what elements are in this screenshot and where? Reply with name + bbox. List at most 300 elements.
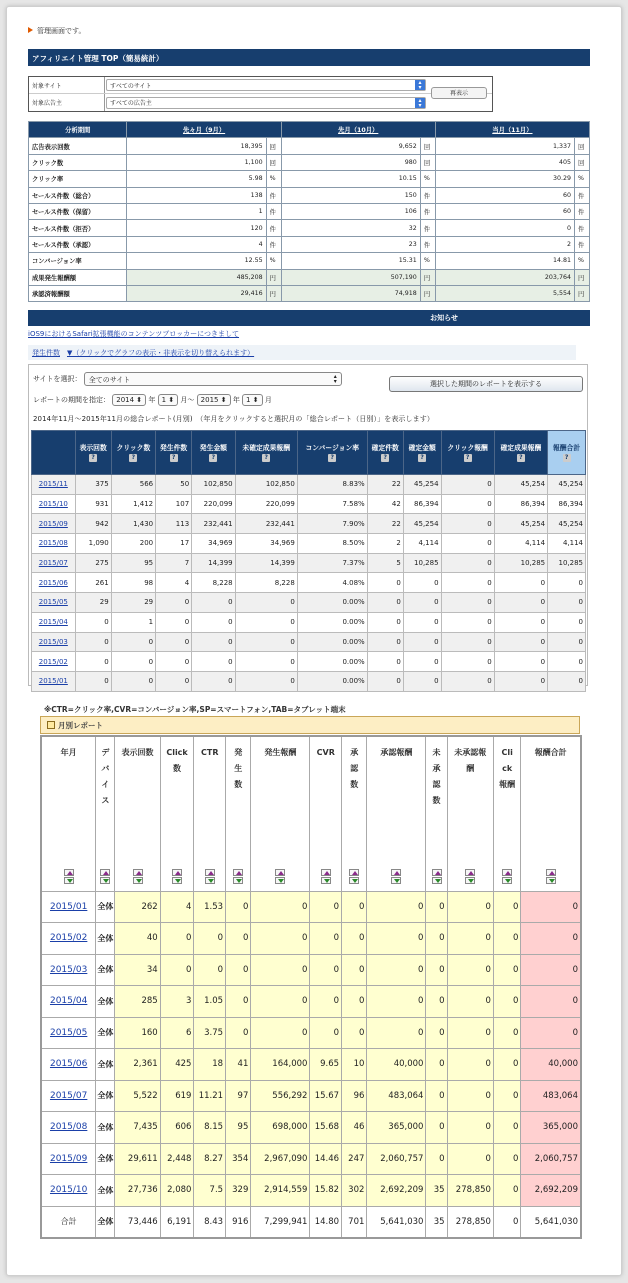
monthly-row xyxy=(41,923,581,955)
monthly-cell: 0 xyxy=(426,1049,447,1081)
monthly-cell: 0 xyxy=(521,954,581,986)
summary-unit: 円 xyxy=(574,269,589,285)
sort-up-icon[interactable] xyxy=(100,869,110,876)
summary-unit: 円 xyxy=(574,285,589,301)
month-link[interactable]: 2015/03 xyxy=(49,964,88,975)
report-header-label: 発生金額 xyxy=(199,443,227,452)
sort-up-icon[interactable] xyxy=(321,869,331,876)
start-month-select[interactable]: 1 ⬍ xyxy=(158,394,179,406)
report-row xyxy=(32,475,586,495)
monthly-cell: 全体 xyxy=(96,1175,115,1207)
monthly-cell: 6 xyxy=(160,1017,194,1049)
sort-up-icon[interactable] xyxy=(349,869,359,876)
report-header-label: 表示回数 xyxy=(79,443,107,452)
monthly-cell: 365,000 xyxy=(521,1112,581,1144)
summary-unit: 件 xyxy=(420,203,435,219)
monthly-cell: 7.5 xyxy=(194,1175,226,1207)
sort-down-icon[interactable] xyxy=(465,877,475,884)
monthly-cell xyxy=(41,1049,96,1081)
summary-header-cell xyxy=(435,122,589,138)
monthly-cell xyxy=(41,1143,96,1175)
monthly-cell: 0 xyxy=(521,986,581,1018)
summary-header-cell: 分析期間 xyxy=(29,122,127,138)
sort-arrows[interactable] xyxy=(204,868,216,885)
summary-value: 405 xyxy=(435,154,574,170)
monthly-header-cell xyxy=(194,736,226,891)
monthly-cell: 7,435 xyxy=(115,1112,160,1144)
month-link[interactable]: 2015/06 xyxy=(38,578,68,587)
site-select-value: すべてのサイト xyxy=(110,82,152,90)
report-cell: 0 xyxy=(494,652,547,672)
sort-arrows[interactable] xyxy=(99,868,111,885)
monthly-cell: 2,914,559 xyxy=(251,1175,310,1207)
end-year-select[interactable]: 2015 ⬍ xyxy=(197,394,231,406)
sort-down-icon[interactable] xyxy=(64,877,74,884)
report-cell xyxy=(32,514,76,534)
sort-down-icon[interactable] xyxy=(233,877,243,884)
monthly-cell: 0 xyxy=(493,954,520,986)
monthly-cell: 0 xyxy=(342,986,367,1018)
monthly-cell xyxy=(41,1017,96,1049)
report-cell: 10,285 xyxy=(548,553,586,573)
report-header-cell xyxy=(75,431,111,475)
report-cell: 0 xyxy=(192,671,235,691)
graph-toggle[interactable] xyxy=(28,345,576,360)
adv-filter-row xyxy=(29,94,492,111)
report-cell: 7 xyxy=(156,553,192,573)
monthly-cell: 0 xyxy=(426,986,447,1018)
summary-value: 4 xyxy=(127,236,266,252)
report-cell: 0 xyxy=(111,632,155,652)
report-header-label: 確定成果報酬 xyxy=(500,443,542,452)
month-link[interactable]: 2015/02 xyxy=(38,657,68,666)
monthly-cell: 0 xyxy=(493,1017,520,1049)
sort-up-icon[interactable] xyxy=(465,869,475,876)
end-year-value: 2015 xyxy=(200,396,219,404)
adv-filter-label: 対象広告主 xyxy=(29,94,105,111)
start-year-value: 2014 xyxy=(116,396,135,404)
month-link[interactable]: 2015/06 xyxy=(49,1059,88,1070)
summary-unit: 回 xyxy=(574,154,589,170)
monthly-cell: 0 xyxy=(426,1143,447,1175)
sort-up-icon[interactable] xyxy=(64,869,74,876)
summary-value: 10.15 xyxy=(281,171,420,187)
monthly-row xyxy=(41,986,581,1018)
month-link[interactable]: 2015/09 xyxy=(38,519,68,528)
sort-up-icon[interactable] xyxy=(275,869,285,876)
monthly-report-table xyxy=(40,735,582,1239)
sort-arrows[interactable] xyxy=(348,868,360,885)
monthly-cell: 0 xyxy=(447,1143,493,1175)
summary-value: 1 xyxy=(127,203,266,219)
monthly-cell: 95 xyxy=(226,1112,251,1144)
monthly-cell: 0 xyxy=(493,891,520,923)
summary-row-label: 承認済報酬額 xyxy=(29,285,127,301)
summary-value: 203,764 xyxy=(435,269,574,285)
sort-arrows[interactable] xyxy=(431,868,443,885)
sort-down-icon[interactable] xyxy=(205,877,215,884)
monthly-cell: 40,000 xyxy=(521,1049,581,1081)
report-cell: 45,254 xyxy=(548,475,586,495)
monthly-header-label: 承認報酬 xyxy=(380,748,413,757)
sort-arrows[interactable] xyxy=(464,868,476,885)
monthly-header-label: CTR xyxy=(200,748,219,757)
summary-unit: 件 xyxy=(574,220,589,236)
period-link[interactable]: 当月（11月） xyxy=(492,127,533,135)
help-icon[interactable]: ? xyxy=(262,454,270,462)
report-cell: 29 xyxy=(111,593,155,613)
report-header-label: クリック報酬 xyxy=(447,443,488,452)
help-icon[interactable]: ? xyxy=(517,454,525,462)
summary-row-label: コンバージョン率 xyxy=(29,253,127,269)
sort-down-icon[interactable] xyxy=(349,877,359,884)
month-link[interactable]: 2015/11 xyxy=(38,480,68,489)
report-cell xyxy=(32,553,76,573)
sort-down-icon[interactable] xyxy=(432,877,442,884)
report-cell: 0 xyxy=(156,671,192,691)
summary-value: 150 xyxy=(281,187,420,203)
summary-unit: 回 xyxy=(574,138,589,154)
summary-row-label: セールス件数（総合） xyxy=(29,187,127,203)
summary-row-label: クリック率 xyxy=(29,171,127,187)
report-cell: 0.00% xyxy=(297,652,367,672)
summary-row xyxy=(29,138,590,154)
month-link[interactable]: 2015/08 xyxy=(38,539,68,548)
report-cell xyxy=(32,652,76,672)
month-link[interactable]: 2015/05 xyxy=(49,1027,88,1038)
report-row xyxy=(32,514,586,534)
collapse-icon[interactable] xyxy=(47,721,55,729)
report-cell xyxy=(32,494,76,514)
month-link[interactable]: 2015/01 xyxy=(49,901,88,912)
monthly-header-cell xyxy=(426,736,447,891)
sort-arrows[interactable] xyxy=(274,868,286,885)
monthly-cell: 0 xyxy=(493,1049,520,1081)
summary-unit: 円 xyxy=(420,285,435,301)
report-cell: 0 xyxy=(111,671,155,691)
month-link[interactable]: 2015/04 xyxy=(38,618,68,627)
report-row xyxy=(32,573,586,593)
sort-arrows[interactable] xyxy=(132,868,144,885)
report-cell: 0 xyxy=(441,652,494,672)
report-row xyxy=(32,553,586,573)
year-label: 年 xyxy=(232,396,240,404)
summary-unit: 件 xyxy=(574,203,589,219)
sort-up-icon[interactable] xyxy=(172,869,182,876)
notice xyxy=(28,26,85,36)
summary-unit: 回 xyxy=(266,138,281,154)
sort-down-icon[interactable] xyxy=(391,877,401,884)
summary-unit: 件 xyxy=(266,236,281,252)
sort-arrows[interactable] xyxy=(390,868,402,885)
monthly-total-cell: 701 xyxy=(342,1206,367,1238)
arrow-icon xyxy=(28,27,33,33)
report-header-cell xyxy=(32,431,76,475)
monthly-cell: 35 xyxy=(426,1175,447,1207)
period-link[interactable]: 先月（10月） xyxy=(338,127,379,135)
end-month-select[interactable]: 1 ⬍ xyxy=(242,394,263,406)
month-link[interactable]: 2015/05 xyxy=(38,598,68,607)
monthly-header-cell xyxy=(226,736,251,891)
report-cell: 4.08% xyxy=(297,573,367,593)
report-cell: 0 xyxy=(235,652,297,672)
help-icon[interactable]: ? xyxy=(170,454,178,462)
start-year-select[interactable]: 2014 ⬍ xyxy=(112,394,146,406)
help-icon[interactable]: ? xyxy=(464,454,472,462)
advertiser-select[interactable] xyxy=(106,97,426,109)
monthly-cell xyxy=(41,1080,96,1112)
summary-header-row xyxy=(29,122,590,138)
report-cell: 34,969 xyxy=(192,534,235,554)
monthly-cell: 4 xyxy=(160,891,194,923)
monthly-cell: 0 xyxy=(447,1017,493,1049)
monthly-cell: 0 xyxy=(194,923,226,955)
monthly-cell: 0 xyxy=(226,891,251,923)
monthly-header-cell xyxy=(447,736,493,891)
monthly-header-label: Click報酬 xyxy=(499,748,516,789)
sort-down-icon[interactable] xyxy=(546,877,556,884)
sort-down-icon[interactable] xyxy=(172,877,182,884)
summary-value: 60 xyxy=(435,203,574,219)
summary-value: 23 xyxy=(281,236,420,252)
report-cell: 0 xyxy=(367,573,403,593)
monthly-cell: 0 xyxy=(226,1017,251,1049)
monthly-cell: 2,080 xyxy=(160,1175,194,1207)
report-cell: 0 xyxy=(548,632,586,652)
report-cell: 45,254 xyxy=(403,514,441,534)
sort-down-icon[interactable] xyxy=(275,877,285,884)
report-cell xyxy=(32,573,76,593)
summary-value: 12.55 xyxy=(127,253,266,269)
monthly-total-cell: 35 xyxy=(426,1206,447,1238)
sort-arrows[interactable] xyxy=(171,868,183,885)
summary-row-label: 成果発生報酬額 xyxy=(29,269,127,285)
report-cell: 4,114 xyxy=(548,534,586,554)
report-cell: 0 xyxy=(367,593,403,613)
sort-up-icon[interactable] xyxy=(205,869,215,876)
month-link[interactable]: 2015/10 xyxy=(49,1185,88,1196)
report-cell: 0 xyxy=(156,632,192,652)
month-link[interactable]: 2015/04 xyxy=(49,996,88,1007)
monthly-cell: 0 xyxy=(493,1175,520,1207)
monthly-header-cell xyxy=(41,736,96,891)
sort-down-icon[interactable] xyxy=(133,877,143,884)
report-cell: 86,394 xyxy=(548,494,586,514)
summary-value: 1,100 xyxy=(127,154,266,170)
monthly-cell: 0 xyxy=(447,1080,493,1112)
monthly-cell: 0 xyxy=(521,1017,581,1049)
report-cell: 0 xyxy=(156,612,192,632)
month-link[interactable]: 2015/07 xyxy=(49,1090,88,1101)
report-cell: 14,399 xyxy=(235,553,297,573)
sort-up-icon[interactable] xyxy=(133,869,143,876)
report-cell: 7.58% xyxy=(297,494,367,514)
summary-unit: 回 xyxy=(420,138,435,154)
month-link[interactable]: 2015/08 xyxy=(49,1122,88,1133)
monthly-cell: 0 xyxy=(426,1080,447,1112)
site-select[interactable] xyxy=(106,79,426,91)
refresh-button[interactable]: 再表示 xyxy=(431,87,487,99)
summary-value: 18,395 xyxy=(127,138,266,154)
sort-down-icon[interactable] xyxy=(100,877,110,884)
report-cell: 0 xyxy=(367,632,403,652)
report-cell: 220,099 xyxy=(192,494,235,514)
help-icon[interactable]: ? xyxy=(129,454,137,462)
monthly-cell: 40 xyxy=(115,923,160,955)
summary-unit: % xyxy=(574,171,589,187)
monthly-total-row xyxy=(41,1206,581,1238)
summary-header-cell xyxy=(281,122,435,138)
report-header-label: 発生件数 xyxy=(160,443,188,452)
monthly-cell: 27,736 xyxy=(115,1175,160,1207)
summary-value: 485,208 xyxy=(127,269,266,285)
report-cell: 8,228 xyxy=(192,573,235,593)
summary-unit: 円 xyxy=(420,269,435,285)
sort-up-icon[interactable] xyxy=(432,869,442,876)
report-description: 2014年11月〜2015年11月の総合レポート(月別) （年月をクリックすると選択月の「総合レポート（日別）」を表示します） xyxy=(33,415,434,423)
monthly-cell: 0 xyxy=(160,954,194,986)
report-header-cell xyxy=(111,431,155,475)
report-cell: 0 xyxy=(441,671,494,691)
report-cell: 375 xyxy=(75,475,111,495)
monthly-row xyxy=(41,1143,581,1175)
report-row xyxy=(32,632,586,652)
monthly-cell: 0 xyxy=(447,891,493,923)
summary-unit: % xyxy=(266,253,281,269)
monthly-cell: 40,000 xyxy=(367,1049,426,1081)
monthly-total-cell: 7,299,941 xyxy=(251,1206,310,1238)
filter-box xyxy=(28,76,493,112)
monthly-total-cell: 6,191 xyxy=(160,1206,194,1238)
report-header-cell xyxy=(494,431,547,475)
sort-up-icon[interactable] xyxy=(502,869,512,876)
report-cell: 42 xyxy=(367,494,403,514)
help-icon[interactable]: ? xyxy=(563,454,571,462)
monthly-cell: 0 xyxy=(426,1112,447,1144)
monthly-header-cell xyxy=(96,736,115,891)
monthly-cell: 0 xyxy=(251,891,310,923)
sort-arrows[interactable] xyxy=(501,868,513,885)
sort-arrows[interactable] xyxy=(232,868,244,885)
report-cell: 942 xyxy=(75,514,111,534)
help-icon[interactable]: ? xyxy=(381,454,389,462)
summary-value: 15.31 xyxy=(281,253,420,269)
monthly-cell: 97 xyxy=(226,1080,251,1112)
report-row xyxy=(32,534,586,554)
report-cell xyxy=(32,632,76,652)
report-cell: 0 xyxy=(403,652,441,672)
monthly-cell: 0 xyxy=(493,923,520,955)
graph-toggle-label[interactable]: 発生件数 xyxy=(32,349,60,357)
report-cell: 22 xyxy=(367,514,403,534)
select-arrows-icon: ▴ ▾ xyxy=(415,80,425,90)
report-header-cell xyxy=(297,431,367,475)
month-link[interactable]: 2015/01 xyxy=(38,677,68,686)
monthly-cell: 354 xyxy=(226,1143,251,1175)
help-icon[interactable]: ? xyxy=(89,454,97,462)
report-header-cell xyxy=(403,431,441,475)
report-site-select[interactable] xyxy=(84,372,342,386)
monthly-cell: 0 xyxy=(367,923,426,955)
monthly-cell: 全体 xyxy=(96,954,115,986)
monthly-cell: 1.05 xyxy=(194,986,226,1018)
month-link[interactable]: 2015/09 xyxy=(49,1153,88,1164)
monthly-cell xyxy=(41,1112,96,1144)
summary-value: 30.29 xyxy=(435,171,574,187)
monthly-cell: 0 xyxy=(367,954,426,986)
help-icon[interactable]: ? xyxy=(418,454,426,462)
report-header-label: 確定金額 xyxy=(408,443,436,452)
monthly-cell: 34 xyxy=(115,954,160,986)
report-cell: 45,254 xyxy=(494,514,547,534)
report-cell: 0 xyxy=(548,593,586,613)
report-row xyxy=(32,671,586,691)
sort-up-icon[interactable] xyxy=(546,869,556,876)
report-cell: 10,285 xyxy=(494,553,547,573)
report-cell: 0 xyxy=(548,573,586,593)
monthly-cell: 2,060,757 xyxy=(367,1143,426,1175)
sort-up-icon[interactable] xyxy=(233,869,243,876)
sort-up-icon[interactable] xyxy=(391,869,401,876)
monthly-header-label: 発生数 xyxy=(234,748,243,789)
month-link[interactable]: 2015/07 xyxy=(38,559,68,568)
report-cell: 45,254 xyxy=(403,475,441,495)
period-link[interactable]: 先々月（9月） xyxy=(182,127,226,135)
sort-arrows[interactable] xyxy=(545,868,557,885)
news-link[interactable]: iOS9におけるSafari拡張機能のコンテンツブロッカーにつきまして xyxy=(28,330,240,338)
help-icon[interactable]: ? xyxy=(328,454,336,462)
sort-down-icon[interactable] xyxy=(321,877,331,884)
monthly-cell: 0 xyxy=(310,1017,342,1049)
report-cell: 0 xyxy=(441,573,494,593)
month-link[interactable]: 2015/02 xyxy=(49,933,88,944)
period-label: レポートの期間を指定： xyxy=(33,396,110,404)
monthly-cell: 0 xyxy=(447,923,493,955)
summary-row-label: セールス件数（拒否） xyxy=(29,220,127,236)
monthly-cell: 0 xyxy=(447,1112,493,1144)
show-report-button[interactable]: 選択した期間のレポートを表示する xyxy=(389,376,583,392)
monthly-cell: 0 xyxy=(310,986,342,1018)
monthly-cell: 0 xyxy=(342,923,367,955)
report-cell: 34,969 xyxy=(235,534,297,554)
sort-down-icon[interactable] xyxy=(502,877,512,884)
month-link[interactable]: 2015/10 xyxy=(38,500,68,509)
report-cell: 232,441 xyxy=(192,514,235,534)
monthly-cell: 3 xyxy=(160,986,194,1018)
monthly-row xyxy=(41,1080,581,1112)
graph-toggle-hint[interactable]: ▼（クリックでグラフの表示・非表示を切り替えられます） xyxy=(67,349,255,357)
report-cell: 0 xyxy=(75,612,111,632)
report-cell: 107 xyxy=(156,494,192,514)
month-link[interactable]: 2015/03 xyxy=(38,637,68,646)
monthly-cell: 15.82 xyxy=(310,1175,342,1207)
help-icon[interactable]: ? xyxy=(209,454,217,462)
monthly-cell: 0 xyxy=(493,1080,520,1112)
report-cell: 2 xyxy=(367,534,403,554)
report-cell: 0 xyxy=(494,632,547,652)
report-cell: 0.00% xyxy=(297,612,367,632)
report-row xyxy=(32,612,586,632)
summary-value: 507,190 xyxy=(281,269,420,285)
report-cell: 102,850 xyxy=(235,475,297,495)
summary-value: 106 xyxy=(281,203,420,219)
summary-unit: 件 xyxy=(574,187,589,203)
summary-row xyxy=(29,236,590,252)
monthly-cell: 全体 xyxy=(96,1143,115,1175)
sort-arrows[interactable] xyxy=(320,868,332,885)
sort-arrows[interactable] xyxy=(63,868,75,885)
report-cell: 566 xyxy=(111,475,155,495)
